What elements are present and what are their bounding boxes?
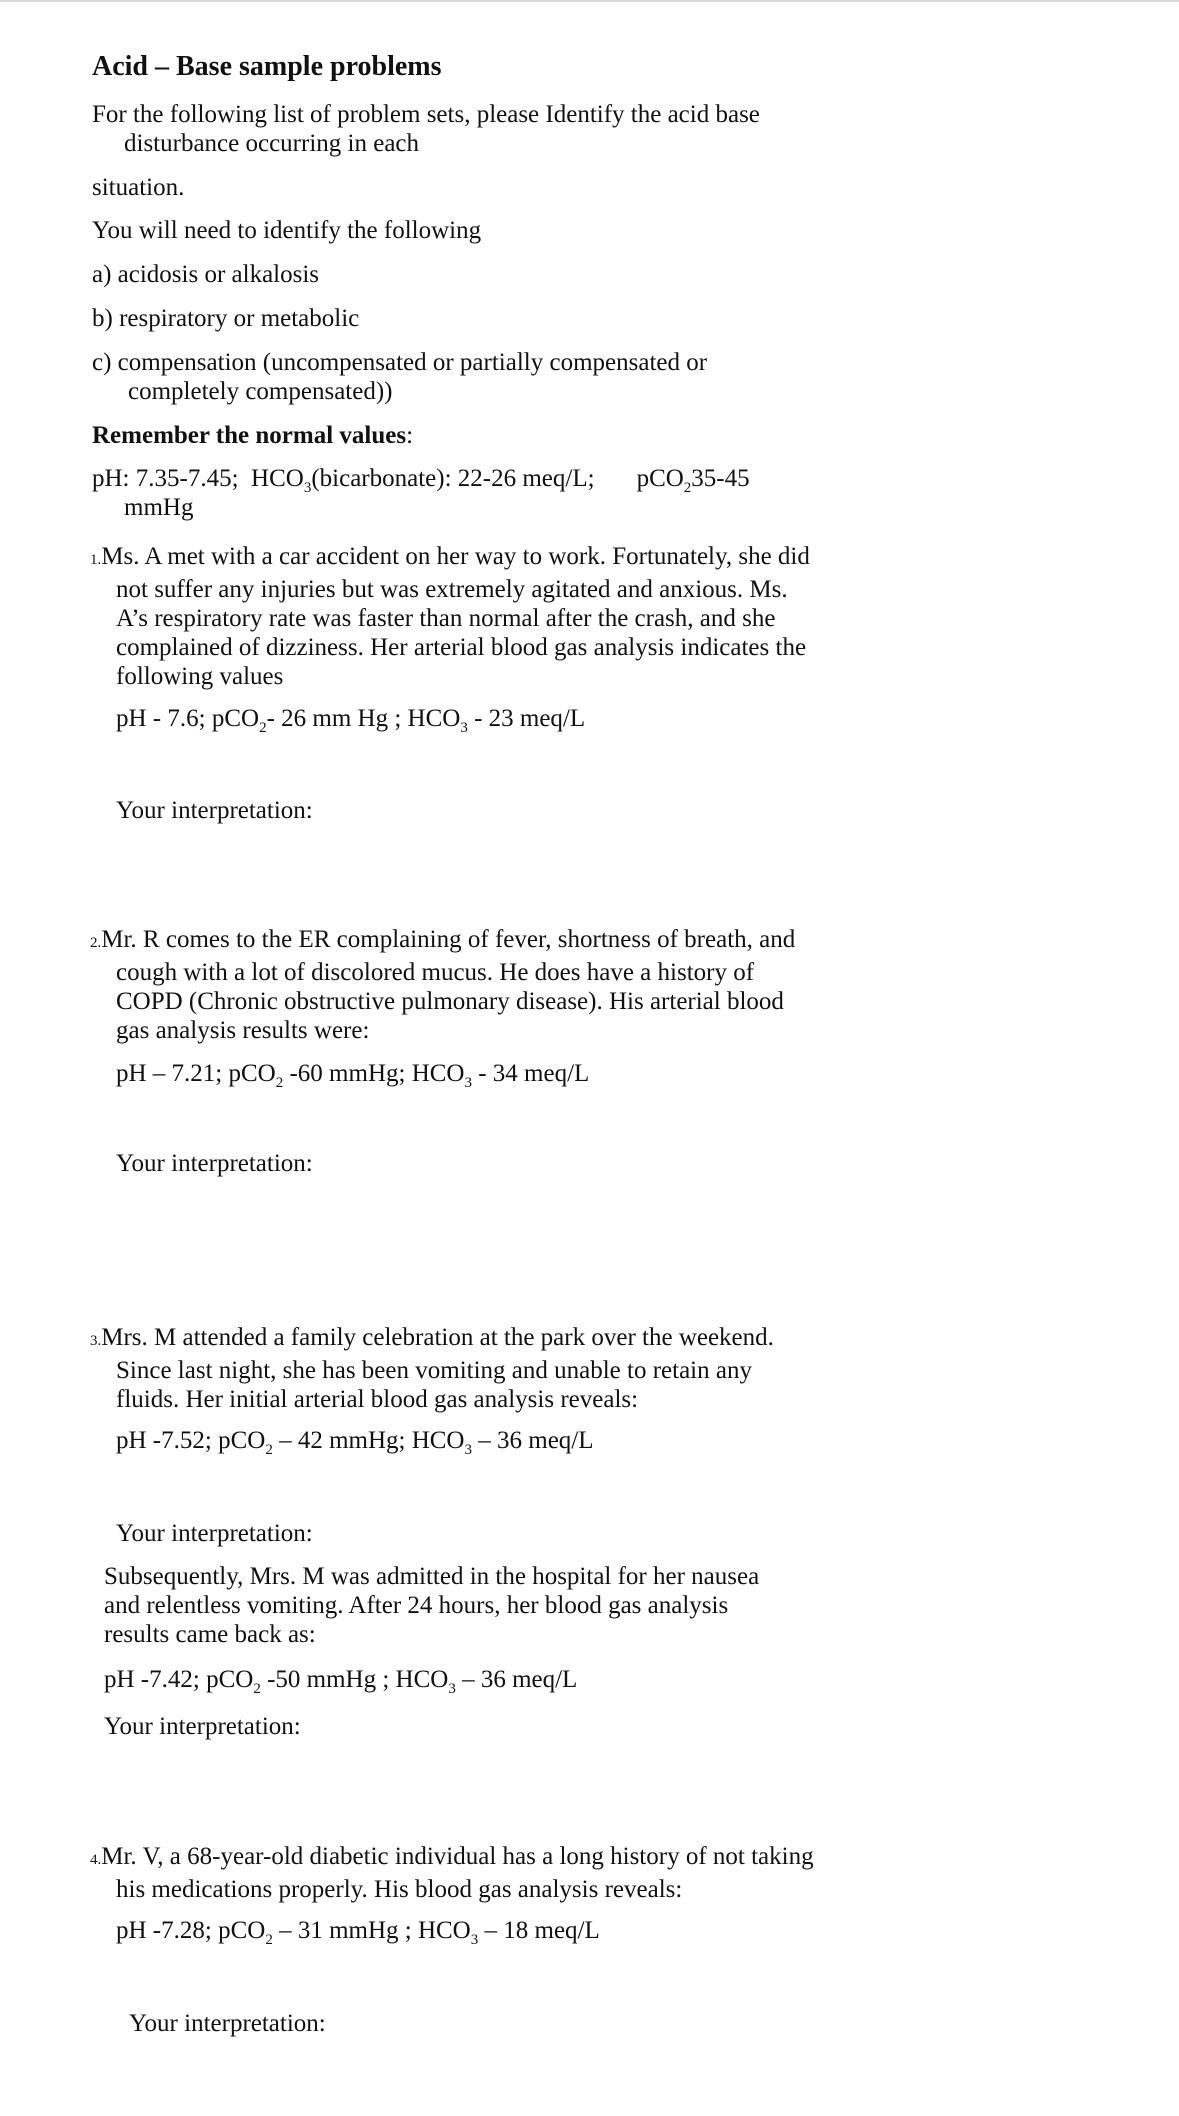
problem-2-interpretation: Your interpretation: [116,1150,313,1177]
problem-3: 3.Mrs. M attended a family celebration at the park over the weekend. Since last night, she has been vomiting and unable to retain any fluids. Her initial arterial blood gas analysis reveals: [90,1324,774,1413]
intro-text-continued: situation. [92,174,185,201]
problem-2-values: pH – 7.21; pCO$_2$ -60 mmHg; $HCO_3 - 34$ meq/L [116,1060,590,1091]
problem-1: 1.Ms. A met with a car accident on her way to work. Fortunately, she did not suffer any injuries but was extremely agitated and anxious. Ms. A’s respiratory rate was faster than normal after the crash, and she complained of dizziness. Her arterial blood gas analysis indicates the following values [90,543,810,690]
problem-4-values: pH -7.28; pCO$_2$ – 31 mmHg ; $HCO_3 - 18$ meq/L [116,1917,600,1948]
problem-3-values: pH -7.52; pCO$_2$ – 42 mmHg; $HCO_3 - 36$ meq/L [116,1427,594,1458]
instruction-text: You will need to identify the following [92,217,482,244]
intro-text: For the following list of problem sets, please Identify the acid base disturbance occurring in each [92,101,760,157]
problem-3-followup: Subsequently, Mrs. M was admitted in the hospital for her nausea and relentless vomiting. After 24 hours, her blood gas analysis results came back as: [104,1563,760,1648]
problem-3-followup-interpretation: Your interpretation: [104,1713,301,1740]
normal-values-line: pH: 7.35-7.45; $HCO_3(bicarbonate)$: 22-26 meq/L; pCO$_2$35-45 mmHg [92,465,750,521]
criteria-item-c: c) compensation (uncompensated or partially compensated or completely compensated)) [92,349,708,405]
criteria-item-b: b) respiratory or metabolic [92,305,360,332]
problem-3-interpretation: Your interpretation: [116,1520,313,1547]
problem-4-interpretation: Your interpretation: [129,2010,326,2037]
problem-2: 2.Mr. R comes to the ER complaining of fever, shortness of breath, and cough with a lot of discolored mucus. He does have a history of COPD (Chronic obstructive pulmonary disease). His arterial blood gas analysis results were: [90,926,796,1044]
page-top-border [0,0,1179,2]
problem-3-followup-values: pH -7.42; pCO$_2$ -50 mmHg ; $HCO_3 - 36$ meq/L [104,1666,578,1697]
problem-1-interpretation: Your interpretation: [116,797,313,824]
problem-1-values: pH - 7.6; pCO$_2$- 26 mm Hg ; $HCO_3 - 23$ meq/L [116,705,586,736]
problem-4: 4.Mr. V, a 68-year-old diabetic individual has a long history of not taking his medications properly. His blood gas analysis reveals: [90,1843,814,1903]
criteria-item-a: a) acidosis or alkalosis [92,261,320,288]
page-title: Acid – Base sample problems [92,51,442,82]
normal-values-heading: Remember the normal values: [92,422,414,449]
